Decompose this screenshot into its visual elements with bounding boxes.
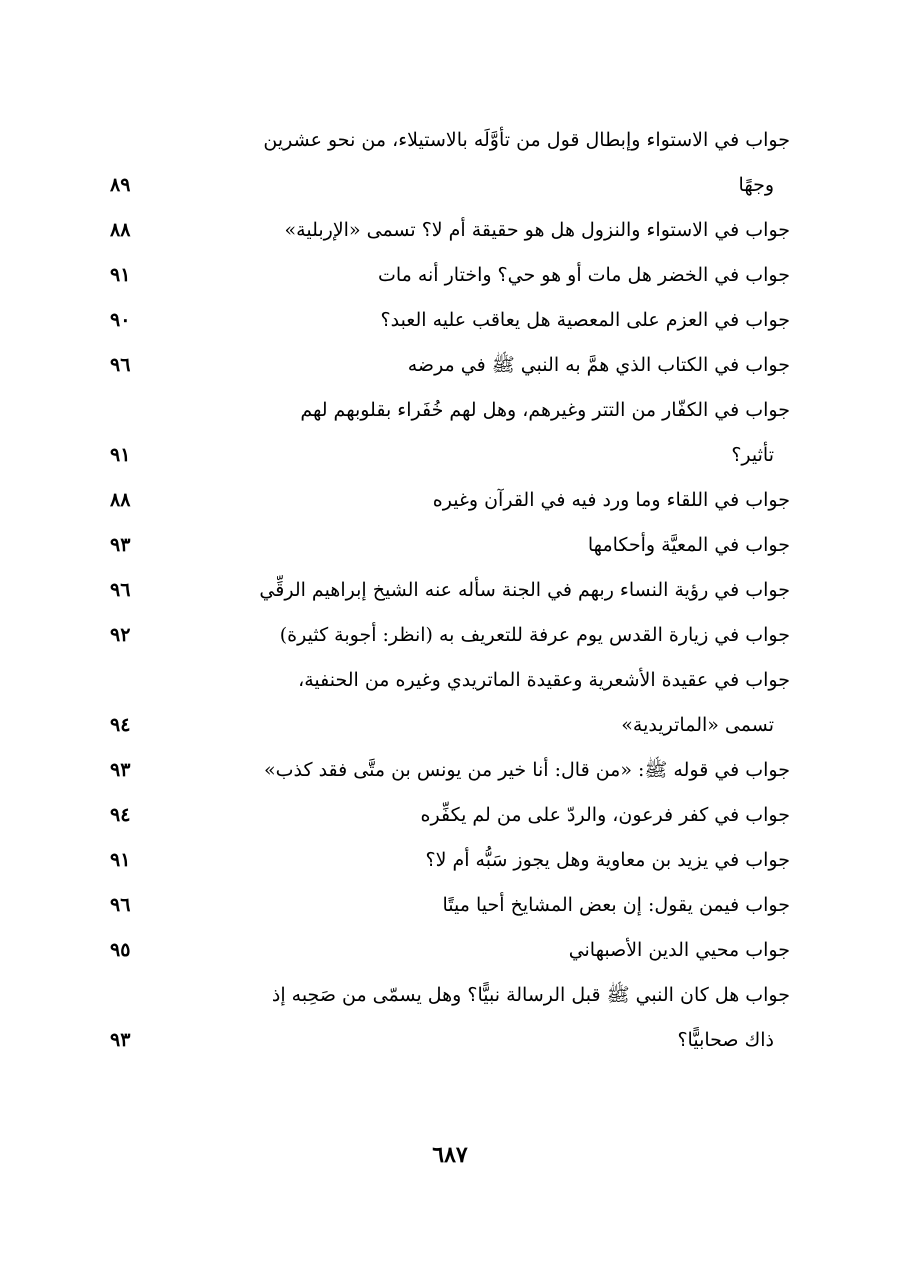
toc-entry-page: ٩٣ [110, 1029, 131, 1051]
toc-entry [110, 388, 790, 478]
toc-entry-line: جواب هل كان النبي ﷺ قبل الرسالة نبيًّا؟ وهل يسمّى من صَحِبه إذ [271, 984, 790, 1006]
toc-entry-page: ٩٦ [110, 894, 131, 916]
toc-entry-line: جواب في العزم على المعصية هل يعاقب عليه العبد؟ [380, 309, 790, 331]
toc-entry-line: تأثير؟ [731, 444, 774, 466]
toc-entry [110, 118, 790, 208]
toc-entry-title [225, 568, 790, 613]
toc-entry-line: تسمى «الماتريدية» [621, 714, 774, 736]
toc-entry-line: وجهًا [738, 174, 774, 196]
table-of-contents [110, 118, 790, 1063]
toc-entry [110, 253, 790, 298]
toc-entry-title [225, 343, 790, 388]
toc-entry-line: جواب في يزيد بن معاوية وهل يجوز سَبُّه أم لا؟ [425, 849, 790, 871]
toc-entry-title [225, 928, 790, 973]
toc-entry [110, 343, 790, 388]
toc-entry-line: جواب محيي الدين الأصبهاني [568, 939, 790, 961]
toc-entry-line: جواب في الاستواء والنزول هل هو حقيقة أم لا؟ تسمى «الإربلية» [284, 219, 790, 241]
toc-entry-page: ٨٨ [110, 219, 131, 241]
toc-entry-title [225, 838, 790, 883]
toc-entry-title [225, 613, 790, 658]
toc-entry [110, 298, 790, 343]
toc-entry-page: ٨٩ [110, 174, 131, 196]
toc-entry-title [225, 883, 790, 928]
toc-entry-line: جواب في كفر فرعون، والردّ على من لم يكفِّره [420, 804, 790, 826]
toc-entry-title [225, 118, 790, 208]
toc-entry [110, 613, 790, 658]
toc-entry-line: جواب في الكتاب الذي همَّ به النبي ﷺ في مرضه [407, 354, 790, 376]
toc-entry-line: جواب في الكفّار من التتر وغيرهم، وهل لهم خُفَراء بقلوبهم لهم [300, 399, 790, 421]
toc-entry-line: ذاك صحابيًّا؟ [677, 1029, 774, 1051]
toc-entry-page: ٩٢ [110, 624, 131, 646]
toc-entry-line: جواب في قوله ﷺ: «من قال: أنا خير من يونس بن متَّى فقد كذب» [264, 759, 790, 781]
toc-entry-title [225, 298, 790, 343]
toc-entry-page: ٩٠ [110, 309, 131, 331]
toc-entry-title [225, 253, 790, 298]
toc-entry-line: جواب في المعيَّة وأحكامها [587, 534, 790, 556]
toc-entry-page: ٩٥ [110, 939, 131, 961]
toc-entry [110, 523, 790, 568]
toc-entry [110, 478, 790, 523]
toc-entry [110, 748, 790, 793]
toc-entry-title [225, 748, 790, 793]
toc-entry [110, 883, 790, 928]
toc-entry-line: جواب فيمن يقول: إن بعض المشايخ أحيا ميتًا [442, 894, 790, 916]
toc-entry-page: ٩٦ [110, 354, 131, 376]
toc-entry-page: ٩٤ [110, 804, 131, 826]
toc-entry-page: ٩١ [110, 444, 131, 466]
toc-entry-title [225, 793, 790, 838]
toc-entry-line: جواب في الخضر هل مات أو هو حي؟ واختار أنه مات [377, 264, 790, 286]
page-number: ٦٨٧ [432, 1142, 468, 1168]
toc-entry-title [225, 658, 790, 748]
toc-entry [110, 568, 790, 613]
toc-entry-page: ٨٨ [110, 489, 131, 511]
toc-entry-page: ٩٦ [110, 579, 131, 601]
toc-entry [110, 208, 790, 253]
toc-entry-title [225, 973, 790, 1063]
toc-entry-title [225, 478, 790, 523]
toc-entry-page: ٩٤ [110, 714, 131, 736]
toc-entry-line: جواب في عقيدة الأشعرية وعقيدة الماتريدي وغيره من الحنفية، [298, 669, 790, 691]
toc-entry [110, 973, 790, 1063]
toc-entry-title [225, 388, 790, 478]
toc-entry-page: ٩٣ [110, 759, 131, 781]
toc-entry [110, 838, 790, 883]
toc-entry-title [225, 523, 790, 568]
toc-entry-page: ٩١ [110, 264, 131, 286]
toc-entry [110, 928, 790, 973]
toc-entry-line: جواب في الاستواء وإبطال قول من تأوَّلَه بالاستيلاء، من نحو عشرين [263, 129, 790, 151]
toc-entry [110, 658, 790, 748]
toc-entry-title [225, 208, 790, 253]
toc-entry-page: ٩١ [110, 849, 131, 871]
toc-entry [110, 793, 790, 838]
toc-entry-line: جواب في اللقاء وما ورد فيه في القرآن وغيره [432, 489, 790, 511]
toc-entry-line: جواب في زيارة القدس يوم عرفة للتعريف به (انظر: أجوبة كثيرة) [279, 624, 790, 646]
toc-entry-line: جواب في رؤية النساء ربهم في الجنة سأله عنه الشيخ إبراهيم الرقِّي [259, 579, 790, 601]
toc-entry-page: ٩٣ [110, 534, 131, 556]
